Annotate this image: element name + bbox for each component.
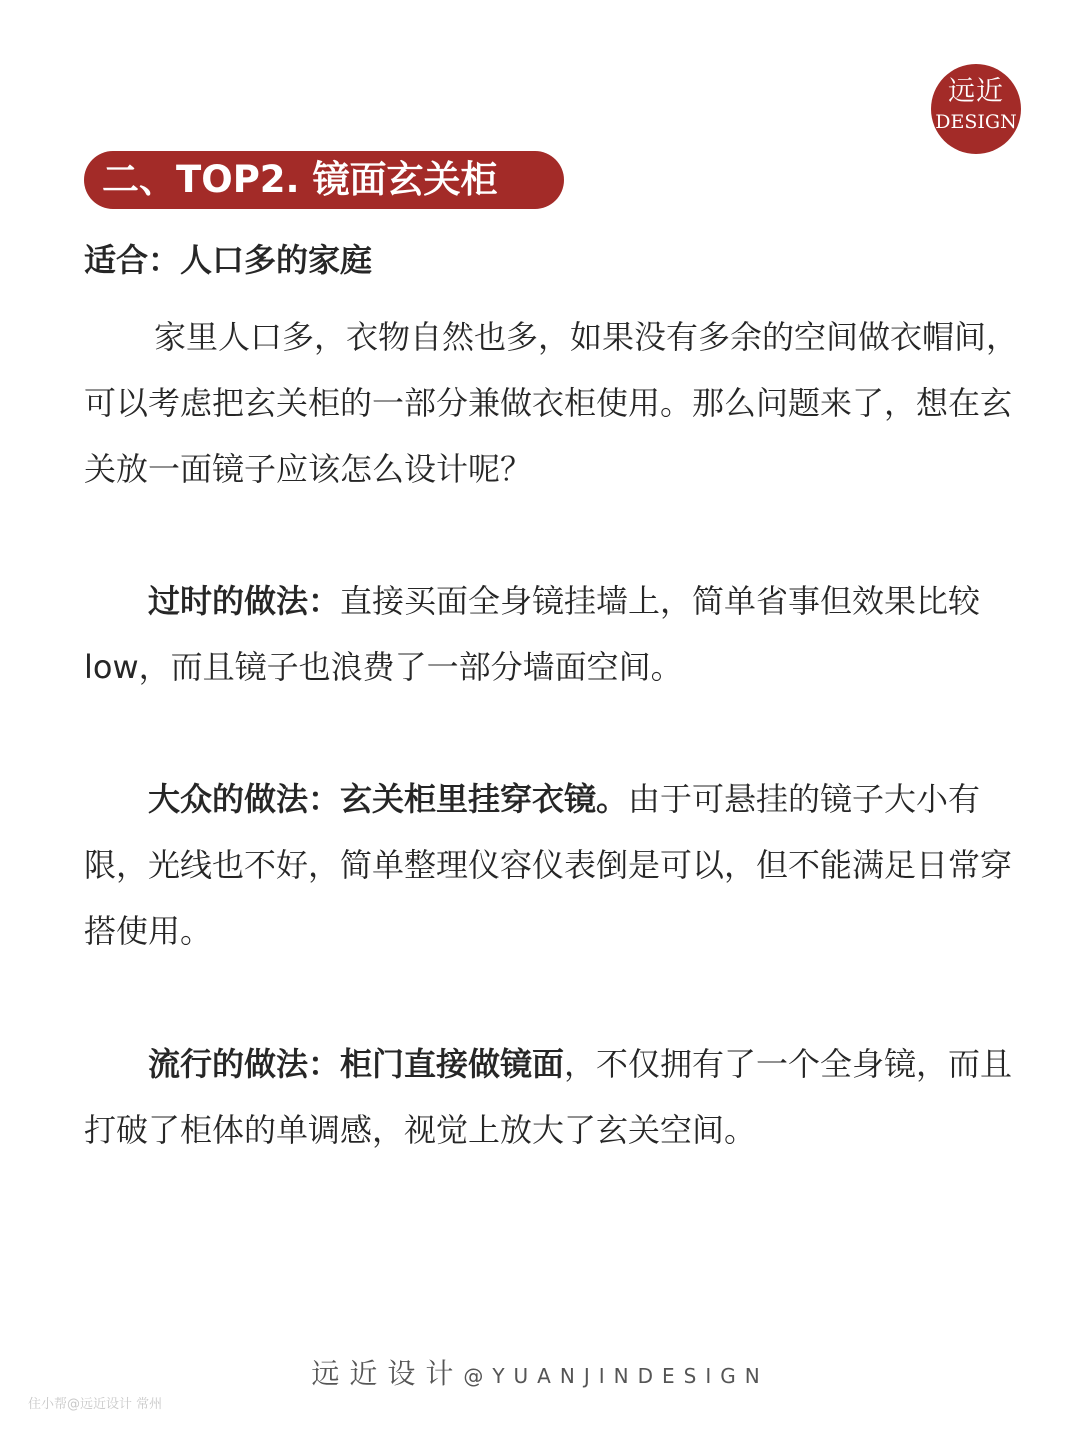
footer-studio-name: 远近设计 — [311, 1357, 464, 1390]
common-method-label: 大众的做法： — [148, 780, 341, 818]
logo-english-text: DESIGN — [935, 111, 1017, 133]
outdated-method-text: 直接买面全身镜挂墙上，简单省事但效果比较low，而且镜子也浪费了一部分墙面空间。 — [84, 582, 981, 686]
common-method-emphasis: 玄关柜里挂穿衣镜。 — [340, 780, 629, 818]
popular-method-paragraph — [84, 1031, 1019, 1163]
section-heading: 二、TOP2. 镜面玄关柜 — [84, 151, 564, 209]
platform-watermark: 住小帮@远近设计 常州 — [28, 1397, 163, 1412]
suitable-for-subtitle: 适合：人口多的家庭 — [84, 241, 373, 279]
outdated-method-paragraph — [84, 568, 1019, 700]
popular-method-emphasis: 柜门直接做镜面 — [340, 1045, 565, 1083]
intro-text: 家里人口多，衣物自然也多，如果没有多余的空间做衣帽间，可以考虑把玄关柜的一部分兼做衣柜使用。那么问题来了，想在玄关放一面镜子应该怎么设计呢？ — [84, 318, 1019, 488]
logo-chinese-text: 远近 — [948, 76, 1004, 107]
outdated-method-label: 过时的做法： — [148, 582, 341, 620]
intro-paragraph — [84, 304, 1019, 502]
popular-method-label: 流行的做法： — [148, 1045, 341, 1083]
popular-method-text: ，不仅拥有了一个全身镜，而且打破了柜体的单调感，视觉上放大了玄关空间。 — [84, 1045, 1013, 1149]
footer-handle: @YUANJINDESIGN — [463, 1364, 769, 1388]
footer-signature — [0, 1354, 1080, 1396]
common-method-text: 由于可悬挂的镜子大小有限，光线也不好，简单整理仪容仪表倒是可以，但不能满足日常穿搭使用。 — [84, 780, 1013, 950]
common-method-paragraph — [84, 766, 1019, 964]
brand-logo-badge — [931, 64, 1021, 154]
